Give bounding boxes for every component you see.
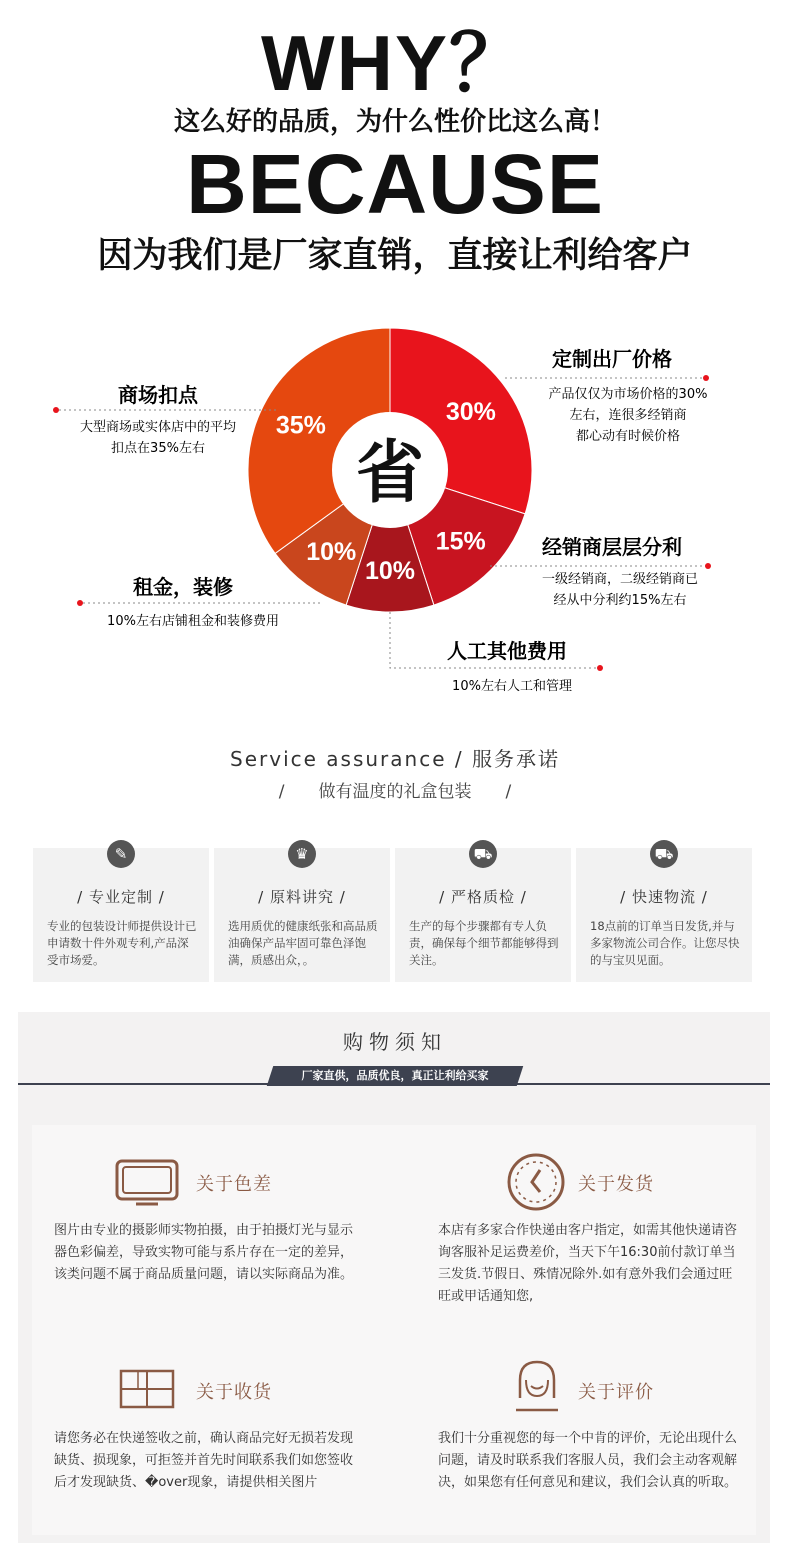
notice-title: 购物须知 <box>343 1030 447 1054</box>
leader-dot-2 <box>53 407 59 413</box>
box-icon <box>118 1368 176 1410</box>
service-card-title: / 严格质检 / <box>439 888 527 906</box>
subtitle-slash-left: / <box>278 782 285 802</box>
truck-icon: ⛟ <box>469 840 497 868</box>
notice-item-desc: 图片由专业的摄影师实物拍摄，由于拍摄灯光与显示器色彩偏差，导致实物可能与系片存在一定的差异，该类问题不属于商品质量问题，请以实际商品为准。 <box>54 1223 354 1282</box>
pie-slice-label-0: 30% <box>445 398 496 427</box>
notice-item-title: 关于评价 <box>578 1382 654 1403</box>
notice-item-desc: 我们十分重视您的每一个中肯的评价，无论出现什么问题，请及时联系我们客服人员，我们会主动客观解决，如果您有任何意见和建议，我们会认真的听取。 <box>438 1431 738 1490</box>
service-card-desc: 专业的包装设计师提供设计已申请数十件外观专利,产品深受市场爱。 <box>47 919 197 967</box>
notice-item-title: 关于色差 <box>196 1174 272 1195</box>
service-card-title: / 原料讲究 / <box>258 888 346 906</box>
service-card-custom <box>33 845 209 982</box>
callout-desc-3b: 经从中分利约15%左右 <box>553 593 687 608</box>
pie-slice-label-1: 15% <box>435 527 486 556</box>
clock-icon <box>506 1152 566 1212</box>
notice-item-desc: 请您务必在快递签收之前，确认商品完好无损若发现缺货、损现象，可拒签并首先时间联系我们如您签收后才发现缺货、�over现象，请提供相关图片 <box>54 1431 354 1490</box>
notice-item-desc: 本店有多家合作快递由客户指定，如需其他快递请咨询客服补足运费差价，当天下午16:30前付款订单当三发货.节假日、殊情况除外.如有意外我们会通过旺旺或甲话通知您, <box>438 1223 738 1304</box>
callout-title-2: 商场扣点 <box>118 383 198 407</box>
delivery-truck-icon: ⛟ <box>650 840 678 868</box>
callout-desc-3a: 一级经销商，二级经销商已 <box>541 572 699 587</box>
pencil-ruler-icon: ✎ <box>107 840 135 868</box>
leader-dot-4 <box>77 600 83 606</box>
service-subtitle-row <box>0 778 790 806</box>
callout-desc-5a: 10%左右人工和管理 <box>452 679 572 694</box>
pie-slice-label-4: 35% <box>275 411 326 440</box>
callout-desc-1c: 都心动有时候价格 <box>575 429 681 444</box>
service-card-title: / 快速物流 / <box>620 888 708 906</box>
notice-item-title: 关于发货 <box>578 1174 654 1195</box>
callout-title-5: 人工其他费用 <box>447 639 567 663</box>
callout-desc-4a: 10%左右店铺租金和装修费用 <box>107 614 279 629</box>
callout-desc-1b: 左右，连很多经销商 <box>569 408 687 423</box>
leader-dot-5 <box>597 665 603 671</box>
callout-title-3: 经销商层层分利 <box>542 535 682 559</box>
crown-icon: ♛ <box>288 840 316 868</box>
callout-title-4: 租金，装修 <box>133 575 233 599</box>
service-card-desc: 18点前的订单当日发货,并与多家物流公司合作。让您尽快的与宝贝见面。 <box>590 919 740 967</box>
pie-center-label: 省 <box>355 434 425 513</box>
service-card-desc: 选用质优的健康纸张和高品质油确保产品牢固可靠色泽饱满，质感出众，。 <box>228 919 378 967</box>
leader-dot-3 <box>705 563 711 569</box>
service-card-quality <box>395 845 571 982</box>
notice-banner-text: 厂家直供，品质优良，真正让利给买家 <box>301 1069 489 1082</box>
service-title: Service assurance / 服务承诺 <box>230 747 560 771</box>
monitor-icon <box>114 1158 180 1206</box>
pie-slice-label-3: 10% <box>306 537 357 566</box>
why-heading: WHY？ <box>261 19 529 107</box>
service-subtitle: 做有温度的礼盒包装 <box>318 782 472 802</box>
face-icon <box>514 1358 560 1414</box>
service-card-title: / 专业定制 / <box>77 888 165 906</box>
callout-desc-2a: 大型商场或实体店中的平均 <box>79 420 237 435</box>
savings-pie-chart <box>0 300 790 720</box>
service-card-desc: 生产的每个步骤都有专人负责，确保每个细节都能够得到关注。 <box>409 919 559 967</box>
question-subheading: 这么好的品质，为什么性价比这么高！ <box>173 107 616 137</box>
because-heading: BECAUSE <box>186 137 604 231</box>
pie-slice-label-2: 10% <box>364 557 416 585</box>
notice-item-title: 关于收货 <box>196 1382 272 1403</box>
service-card-logistics <box>576 845 752 982</box>
answer-subheading: 因为我们是厂家直销，直接让利给客户 <box>97 236 693 276</box>
callout-title-1: 定制出厂价格 <box>552 347 672 371</box>
leader-dot-1 <box>703 375 709 381</box>
callout-desc-1a: 产品仅仅为市场价格的30% <box>548 387 708 402</box>
subtitle-slash-right: / <box>505 782 512 802</box>
callout-desc-2b: 扣点在35%左右 <box>111 441 205 456</box>
service-card-material <box>214 845 390 982</box>
